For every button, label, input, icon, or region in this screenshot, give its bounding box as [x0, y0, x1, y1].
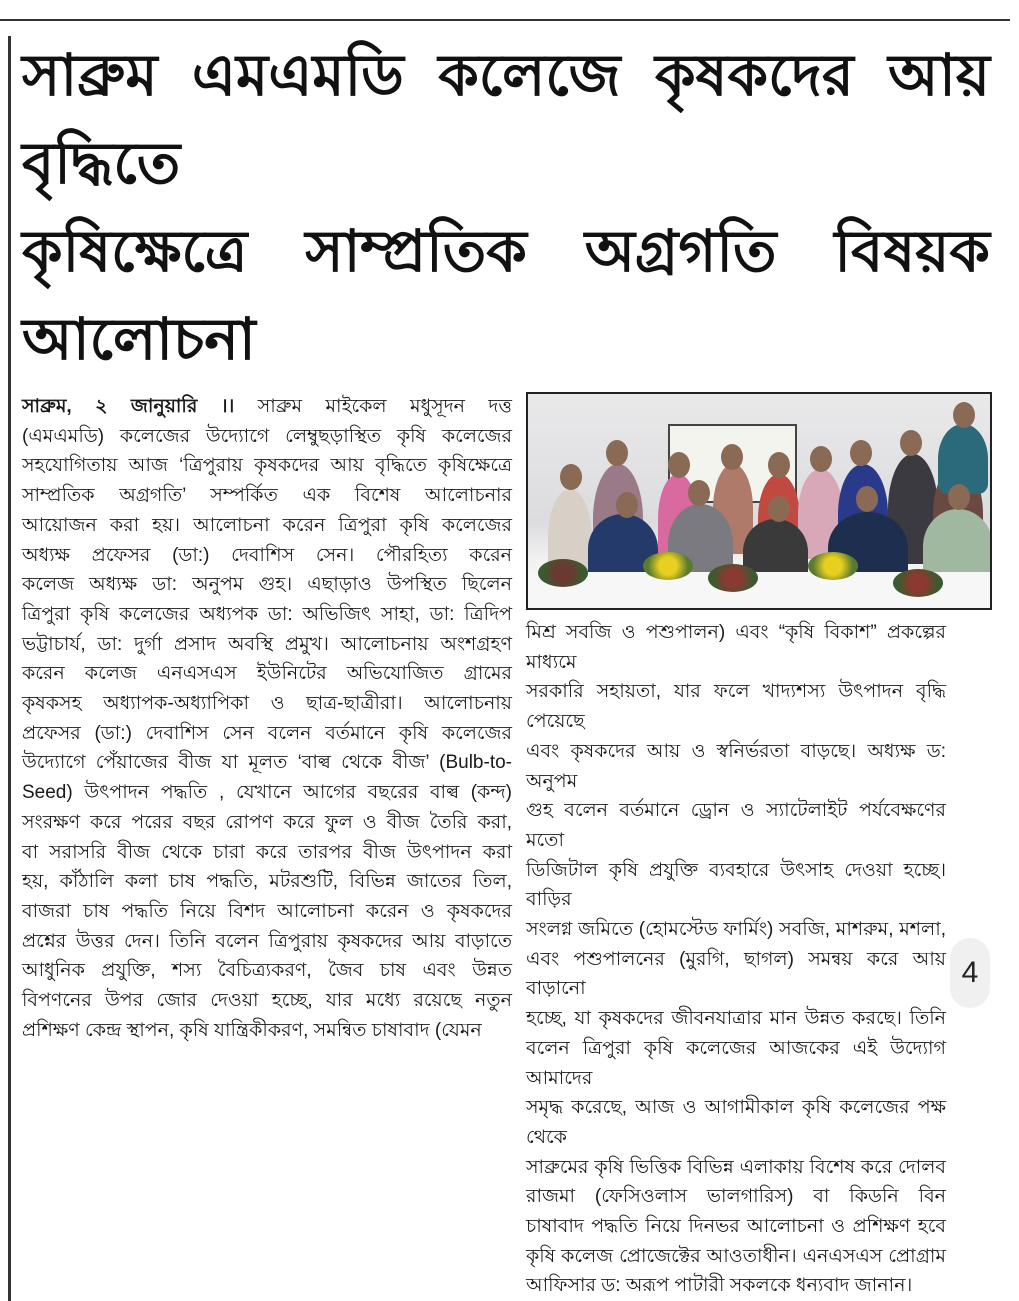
- text-line: সাব্রুমের কৃষি ভিত্তিক বিভিন্ন এলাকায় বিশেষ করে দোলব: [526, 1156, 946, 1178]
- text-line: ভট্টাচার্য, ডা: দুর্গা প্রসাদ অবস্থি প্রমুখ। আলোচনায় অংশগ্রহণ: [22, 633, 512, 655]
- text-line: মিশ্র সবজি ও পশুপালন) এবং “কৃষি বিকাশ” প্রকল্পের মাধ্যমে: [526, 622, 946, 673]
- text-line: উদ্যোগে পেঁয়াজের বীজ যা মূলত ‘বাল্ব থেকে বীজ’ (Bulb-to-: [22, 752, 512, 774]
- text-line: আধুনিক প্রযুক্তি, শস্য বৈচিত্র্যকরণ, জৈব চাষ এবং উন্নত: [22, 960, 512, 982]
- text-line: আফিসার ড: অরূপ পাটারী সকলকে ধন্যবাদ জানান।: [526, 1275, 913, 1297]
- text-line: অধ্যক্ষ প্রফেসর (ডা:) দেবাশিস সেন। পৌরহিত্য করেন: [22, 544, 512, 566]
- page-number: 4: [950, 938, 990, 1008]
- text-line: প্রশ্নের উত্তর দেন। তিনি বলেন ত্রিপুরায় কৃষকদের আয় বাড়াতে: [22, 930, 512, 952]
- text-line: এবং কৃষকদের আয় ও স্বনির্ভরতা বাড়ছে। অধ্যক্ষ ড: অনুপম: [526, 740, 946, 792]
- text-line: রাজমা (ফেসিওলাস ভালগারিস) বা কিডনি বিন: [526, 1186, 946, 1208]
- text-span: সাব্রুম মাইকেল মধুসূদন দত্ত: [234, 396, 512, 417]
- text-line: করেন কলেজ এনএসএস ইউনিটের অভিযোজিত গ্রামের: [22, 663, 512, 685]
- text-line: গুহ বলেন বর্তমানে ড্রোন ও স্যাটেলাইট পর্যবেক্ষণের মতো: [526, 800, 946, 851]
- text-line: বা সরাসরি বীজ থেকে চারা করে তারপর বীজ উৎপাদন করা: [22, 841, 512, 863]
- dateline: সাব্রুম, ২ জানুয়ারি ।।: [22, 396, 235, 417]
- text-line: বিপণনের উপর জোর দেওয়া হচ্ছে, যার মধ্যে রয়েছে নতুন: [22, 990, 512, 1012]
- text-line: বলেন ত্রিপুরা কৃষি কলেজের আজকের এই উদ্যোগ আমাদের: [526, 1037, 946, 1089]
- text-line: হয়, কাঁঠালি কলা চাষ পদ্ধতি, মটরশুটি, বিভিন্ন জাতের তিল,: [22, 871, 512, 893]
- text-line: এবং পশুপালনের (মুরগি, ছাগল) সমন্বয় করে আয় বাড়ানো: [526, 948, 946, 1000]
- page-number-gutter: [950, 618, 990, 1301]
- text-line: সাম্প্রতিক অগ্রগতি’ সম্পর্কিত এক বিশেষ আলোচনার: [22, 485, 512, 507]
- text-line: কলেজ অধ্যক্ষ ডা: অনুপম গুহ। এছাড়াও উপস্থিত ছিলেন: [22, 574, 512, 596]
- text-line: সংলগ্ন জমিতে (হোমস্টেড ফার্মিং) সবজি, মাশরুম, মশলা,: [526, 919, 946, 941]
- article-photo: [526, 392, 992, 610]
- article-columns: [22, 392, 990, 1301]
- article-left-column: [22, 392, 512, 1301]
- text-line: সংরক্ষণ করে পরের বছর রোপণ করে ফুল ও বীজ তৈরি করা,: [22, 811, 512, 833]
- text-line: আয়োজন করা হয়। আলোচনা করেন ত্রিপুরা কৃষি কলেজের: [22, 514, 512, 536]
- headline-line-2: কৃষিক্ষেত্রে সাম্প্রতিক অগ্রগতি বিষয়ক আলোচনা: [22, 219, 990, 372]
- text-line: হচ্ছে, যা কৃষকদের জীবনযাত্রার মান উন্নত করছে। তিনি: [526, 1008, 946, 1030]
- article-right-column: [526, 618, 946, 1301]
- text-line: [22, 392, 512, 422]
- text-line: সমৃদ্ধ করেছে, আজ ও আগামীকাল কৃষি কলেজের পক্ষ থেকে: [526, 1097, 946, 1148]
- text-line: কৃষকসহ অধ্যাপক-অধ্যাপিকা ও ছাত্র-ছাত্রীরা। আলোচনায়: [22, 693, 512, 715]
- text-line: প্রফেসর (ডা:) দেবাশিস সেন বলেন বর্তমানে কৃষি কলেজের: [22, 722, 512, 744]
- article-right-area: [526, 392, 990, 1301]
- text-line: সরকারি সহায়তা, যার ফলে খাদ্যশস্য উৎপাদন বৃদ্ধি পেয়েছে: [526, 681, 946, 733]
- text-line: বাজরা চাষ পদ্ধতি নিয়ে বিশদ আলোচনা করেন ও কৃষকদের: [22, 900, 512, 922]
- headline-line-1: সাব্রুম এমএমডি কলেজে কৃষকদের আয় বৃদ্ধিতে: [22, 43, 990, 196]
- right-text-row: [526, 618, 990, 1301]
- text-line: (এমএমডি) কলেজের উদ্যোগে লেম্বুছড়াস্থিত কৃষি কলেজের: [22, 425, 512, 447]
- text-line: সহযোগিতায় আজ ‘ত্রিপুরায় কৃষকদের আয় বৃদ্ধিতে কৃষিক্ষেত্রে: [22, 455, 512, 477]
- text-line: চাষাবাদ পদ্ধতি নিয়ে দিনভর আলোচনা ও প্রশিক্ষণ হবে: [526, 1216, 946, 1238]
- text-line: Seed) উৎপাদন পদ্ধতি , যেখানে আগের বছরের বাল্ব (কন্দ): [22, 782, 512, 804]
- text-line: প্রশিক্ষণ কেন্দ্র স্থাপন, কৃষি যান্ত্রিকীকরণ, সমন্বিত চাষাবাদ (যেমন: [22, 1019, 482, 1041]
- text-line: ত্রিপুরা কৃষি কলেজের অধ্যপক ডা: অভিজিৎ সাহা, ডা: ত্রিদিপ: [22, 603, 512, 625]
- text-line: কৃষি কলেজ প্রোজেক্টের আওতাধীন। এনএসএস প্রোগ্রাম: [526, 1245, 946, 1267]
- text-line: ডিজিটাল কৃষি প্রযুক্তি ব্যবহারে উৎসাহ দেওয়া হচ্ছে। বাড়ির: [526, 859, 946, 911]
